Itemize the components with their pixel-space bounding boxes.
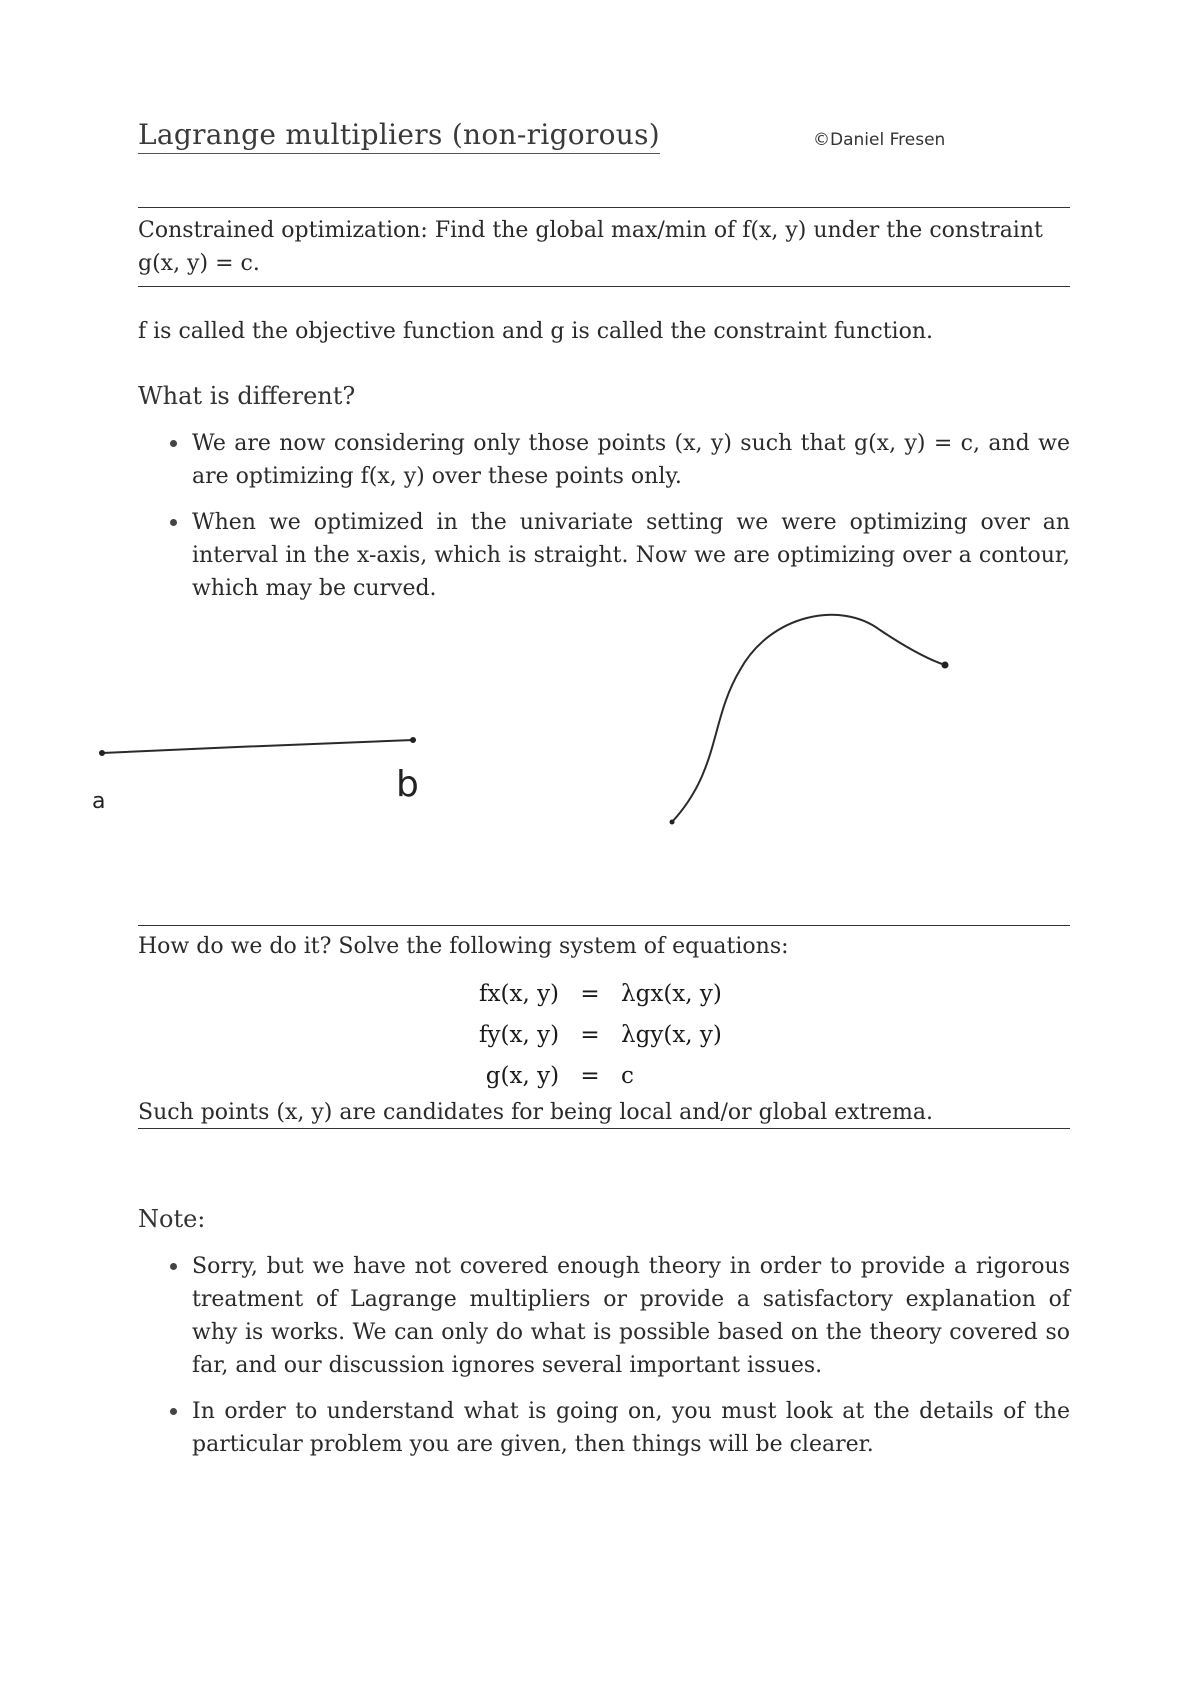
equation-rhs: λgx(x, y) bbox=[621, 981, 722, 1007]
contour-end-point bbox=[942, 662, 949, 669]
list-item-text: When we optimized in the univariate setting we were optimizing over an interval in the x-axis, which is straight. Now we are optimizing over a contour, which may be curved. bbox=[192, 510, 1070, 601]
constrained-optimization-definition: Constrained optimization: Find the global max/min of f(x, y) under the constraint g(x, y) = c. bbox=[138, 218, 1043, 276]
note-list bbox=[138, 1250, 1070, 1474]
list-item-text: We are now considering only those points (x, y) such that g(x, y) = c, and we are optimizing f(x, y) over these points only. bbox=[192, 431, 1070, 489]
label-b: b bbox=[396, 764, 419, 805]
interval-start-point bbox=[99, 750, 105, 756]
label-a: a bbox=[92, 789, 106, 814]
method-bottom-rule bbox=[138, 1128, 1070, 1129]
equation-op: = bbox=[580, 1022, 600, 1048]
equation-lhs: g(x, y) bbox=[485, 1063, 560, 1089]
page-title: Lagrange multipliers (non-rigorous) bbox=[138, 118, 660, 154]
bullet-icon bbox=[170, 1263, 177, 1270]
equation-lhs: fx(x, y) bbox=[479, 981, 560, 1007]
straight-interval-line bbox=[102, 740, 413, 753]
equation-rhs: λgy(x, y) bbox=[621, 1022, 722, 1048]
author-credit: ©Daniel Fresen bbox=[813, 130, 946, 150]
objective-constraint-definition: f is called the objective function and g is called the constraint function. bbox=[138, 319, 933, 344]
list-item bbox=[138, 1395, 1070, 1461]
equation-row bbox=[472, 1057, 729, 1096]
equation-lhs: fy(x, y) bbox=[479, 1022, 560, 1048]
equation-row bbox=[472, 1016, 729, 1055]
equation-rhs: c bbox=[621, 1063, 634, 1089]
equation-row bbox=[472, 975, 729, 1014]
contour-start-point bbox=[670, 820, 675, 825]
bullet-icon bbox=[170, 1408, 177, 1415]
list-item-text: In order to understand what is going on, you must look at the details of the particular problem you are given, then things will be clearer. bbox=[192, 1399, 1070, 1457]
list-item bbox=[138, 1250, 1070, 1382]
equation-op: = bbox=[580, 981, 600, 1007]
equation-op: = bbox=[580, 1063, 600, 1089]
heading-note: Note: bbox=[138, 1205, 206, 1233]
method-top-rule bbox=[138, 925, 1070, 926]
method-conclusion: Such points (x, y) are candidates for being local and/or global extrema. bbox=[138, 1100, 934, 1125]
lagrange-equations bbox=[470, 973, 731, 1098]
method-question: How do we do it? Solve the following system of equations: bbox=[138, 934, 789, 959]
curved-contour bbox=[672, 615, 945, 822]
heading-what-is-different: What is different? bbox=[138, 382, 356, 410]
interval-end-point bbox=[410, 737, 416, 743]
list-item-text: Sorry, but we have not covered enough theory in order to provide a rigorous treatment of Lagrange multipliers or provide a satisfactory explanation of why is works. We can only do what is possible based on the theory covered so far, and our discussion ignores several important issues. bbox=[192, 1254, 1070, 1378]
